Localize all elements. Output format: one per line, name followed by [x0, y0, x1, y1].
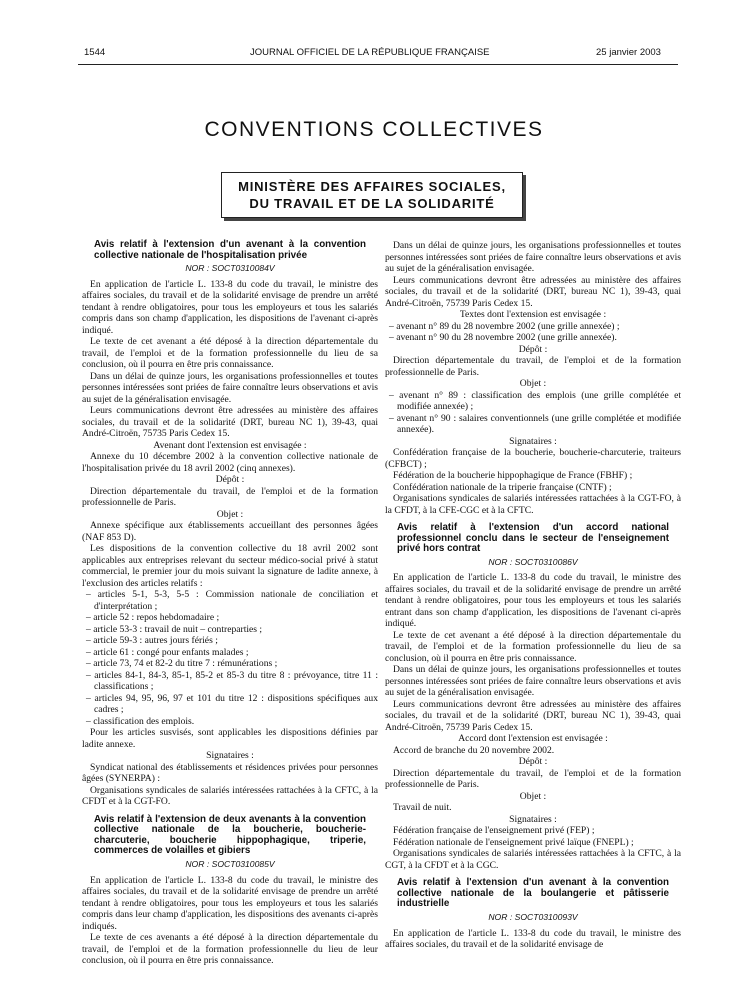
- sub-heading: Signataires :: [509, 435, 557, 447]
- issue-date: 25 janvier 2003: [596, 47, 661, 58]
- list-item: – articles 5-1, 5-3, 5-5 : Commission nationale de conciliation et d'interprétation ;: [86, 589, 378, 612]
- paragraph: Fédération nationale de l'enseignement privé laïque (FNEPL) ;: [393, 836, 634, 848]
- paragraph: Annexe du 10 décembre 2002 à la convention collective nationale de l'hospitalisation privée du 18 avril 2002 (cinq annexes).: [82, 451, 378, 474]
- paragraph: Dans un délai de quinze jours, les organisations professionnelles et toutes personnes intéressées sont priées de faire connaître leurs observations et avis au sujet de la généralisation envisagée.: [385, 664, 681, 699]
- journal-name: JOURNAL OFFICIEL DE LA RÉPUBLIQUE FRANÇAISE: [250, 47, 490, 58]
- nor-reference: NOR : SOCT0310093V: [488, 912, 578, 923]
- paragraph: Leurs communications devront être adressées au ministère des affaires sociales, du travail et de la solidarité (DRT, bureau NC 1), 39-43, quai André-Citroën, 75739 Paris Cedex 15.: [385, 274, 681, 309]
- list-item: – article 52 : repos hebdomadaire ;: [86, 612, 220, 624]
- sub-heading: Objet :: [216, 508, 244, 520]
- header-rule: [78, 64, 678, 65]
- notice-title: Avis relatif à l'extension d'un accord national professionnel conclu dans le secteur de l'enseignement privé hors contrat: [397, 522, 669, 555]
- nor-reference: NOR : SOCT0310084V: [185, 263, 275, 274]
- list-item: – avenant n° 89 : classification des emplois (une grille complétée et modifiée annexée) ;: [389, 389, 681, 412]
- sub-heading: Dépôt :: [518, 756, 548, 768]
- section-title: CONVENTIONS COLLECTIVES: [204, 118, 544, 141]
- paragraph: Accord de branche du 20 novembre 2002.: [393, 744, 555, 756]
- sub-heading: Signataires :: [206, 750, 254, 762]
- paragraph: Le texte de ces avenants a été déposé à la direction départementale du travail, de l'emploi et de la formation professionnelle du lieu de leur conclusion, où il pourra en être pris connaissance.: [82, 932, 378, 967]
- ministry-box: [221, 172, 523, 218]
- list-item: – article 61 : congé pour enfants malades ;: [86, 646, 249, 658]
- sub-heading: Textes dont l'extension est envisagée :: [459, 309, 607, 320]
- paragraph: Direction départementale du travail, de l'emploi et de la formation professionnelle de Paris.: [82, 485, 378, 509]
- paragraph: Travail de nuit.: [393, 802, 452, 814]
- ministry-line-1: MINISTÈRE DES AFFAIRES SOCIALES,: [238, 179, 506, 194]
- sub-heading: Accord dont l'extension est envisagée :: [458, 733, 608, 745]
- paragraph: Dans un délai de quinze jours, les organisations professionnelles et toutes personnes intéressées sont priées de faire connaître leurs observations et avis au sujet de la généralisation envisagée.: [82, 370, 378, 405]
- paragraph: Pour les articles susvisés, sont applicables les dispositions définies par ladite annexe.: [82, 727, 378, 750]
- paragraph: Confédération française de la boucherie, boucherie-charcuterie, traiteurs (CFBCT) ;: [385, 447, 681, 470]
- paragraph: Les dispositions de la convention collective du 18 avril 2002 sont applicables aux entreprises relevant du secteur médico-social privé à statut commercial, le premier jour du mois suivant la signature de ladite annexe, à l'exclusion des articles relatifs :: [82, 543, 378, 589]
- paragraph: Organisations syndicales de salariés intéressées rattachées à la CFTC, à la CFDT et à la CGT-FO.: [82, 784, 378, 808]
- notice-title: Avis relatif à l'extension d'un avenant à la convention collective nationale de la boulangerie et pâtisserie industrielle: [397, 877, 669, 910]
- ministry-line-2: DU TRAVAIL ET DE LA SOLIDARITÉ: [249, 196, 495, 211]
- notice-title: Avis relatif à l'extension de deux avenants à la convention collective nationale de la boucherie, boucherie-charcuterie, boucherie hippophagique, triperie, commerces de volailles et gibiers: [94, 813, 366, 857]
- list-item: – classification des emplois.: [86, 715, 195, 727]
- sub-heading: Avenant dont l'extension est envisagée :: [153, 439, 307, 451]
- page-number: 1544: [84, 47, 106, 58]
- paragraph: Annexe spécifique aux établissements accueillant des personnes âgées (NAF 853 D).: [82, 520, 378, 543]
- sub-heading: Dépôt :: [518, 343, 548, 355]
- paragraph: Confédération nationale de la triperie française (CNTF) ;: [393, 481, 612, 493]
- paragraph: Leurs communications devront être adressées au ministère des affaires sociales, du travail et de la solidarité (DRT, bureau NC 1), 39-43, quai André-Citroën, 75735 Paris Cedex 15.: [82, 405, 378, 440]
- paragraph: En application de l'article L. 133-8 du code du travail, le ministre des affaires sociales, du travail et de la solidarité envisage de prendre un arrêté tendant à rendre obligatoires, pour tous les employeurs et tous les salariés compris dans leur champ d'application, les dispositions des avenants ci-après indiqués.: [82, 874, 378, 932]
- paragraph: Organisations syndicales de salariés intéressées rattachées à la CGT-FO, à la CFDT, à la CFE-CGC et à la CFTC.: [385, 493, 681, 516]
- list-item: – articles 84-1, 84-3, 85-1, 85-2 et 85-3 du titre 8 : prévoyance, titre 11 : classifications ;: [86, 669, 378, 693]
- paragraph: Fédération française de l'enseignement privé (FEP) ;: [393, 825, 595, 837]
- paragraph: Leurs communications devront être adressées au ministère des affaires sociales, du travail et de la solidarité (DRT, bureau NC 1), 39-43, quai André-Citroën, 75739 Paris Cedex 15.: [385, 698, 681, 733]
- page-header: [0, 47, 748, 61]
- paragraph: Le texte de cet avenant a été déposé à la direction départementale du travail, de l'emploi et de la formation professionnelle du lieu de sa conclusion, où il pourra en être pris connaissance.: [82, 336, 378, 371]
- notice-title: Avis relatif à l'extension d'un avenant à la convention collective nationale de l'hospitalisation privée: [94, 239, 366, 261]
- left-column: [82, 240, 378, 967]
- sub-heading: Objet :: [519, 790, 547, 802]
- list-item: – article 59-3 : autres jours fériés ;: [86, 635, 218, 647]
- paragraph: Organisations syndicales de salariés intéressées rattachées à la CFTC, à la CGT, à la CFDT et à la CGC.: [385, 848, 681, 871]
- nor-reference: NOR : SOCT0310085V: [185, 859, 275, 870]
- right-column: [385, 240, 681, 951]
- paragraph: Direction départementale du travail, de l'emploi et de la formation professionnelle de Paris.: [385, 355, 681, 378]
- sub-heading: Signataires :: [509, 813, 557, 825]
- paragraph: Dans un délai de quinze jours, les organisations professionnelles et toutes personnes intéressées sont priées de faire connaître leurs observations et avis au sujet de la généralisation envisagée.: [385, 240, 681, 274]
- paragraph: En application de l'article L. 133-8 du code du travail, le ministre des affaires sociales, du travail et de la solidarité envisage de prendre un arrêté tendant à rendre obligatoires, pour tous les employeurs et tous les salariés entrant dans son champ d'application, les dispositions de l'avenant ci-après indiqué.: [385, 572, 681, 630]
- paragraph: Le texte de cet avenant a été déposé à la direction départementale du travail, de l'emploi et de la formation professionnelle du lieu de sa conclusion, où il pourra en être pris connaissance.: [385, 629, 681, 664]
- list-item: – article 73, 74 et 82-2 du titre 7 : rémunérations ;: [86, 658, 278, 670]
- paragraph: En application de l'article L. 133-8 du code du travail, le ministre des affaires sociales, du travail et de la solidarité envisage de: [385, 927, 681, 951]
- paragraph: Syndicat national des établissements et résidences privées pour personnes âgées (SYNERPA) :: [82, 761, 378, 785]
- list-item: – article 53-3 : travail de nuit – contreparties ;: [86, 623, 263, 635]
- list-item: – articles 94, 95, 96, 97 et 101 du titre 12 : dispositions spécifiques aux cadres ;: [86, 692, 378, 716]
- sub-heading: Dépôt :: [215, 474, 245, 486]
- nor-reference: NOR : SOCT0310086V: [488, 556, 578, 567]
- paragraph: Fédération de la boucherie hippophagique de France (FBHF) ;: [393, 470, 633, 481]
- paragraph: En application de l'article L. 133-8 du code du travail, le ministre des affaires sociales, du travail et de la solidarité envisage de prendre un arrêté tendant à rendre obligatoires, pour tous les employeurs et tous les salariés compris dans son champ d'application, les dispositions de l'avenant ci-après indiqué.: [82, 278, 378, 336]
- list-item: – avenant n° 89 du 28 novembre 2002 (une grille annexée) ;: [389, 320, 620, 332]
- sub-heading: Objet :: [519, 378, 547, 389]
- list-item: – avenant n° 90 : salaires conventionnels (une grille complétée et modifiée annexée).: [389, 412, 681, 435]
- paragraph: Direction départementale du travail, de l'emploi et de la formation professionnelle de Paris.: [385, 767, 681, 791]
- list-item: – avenant n° 90 du 28 novembre 2002 (une grille annexée).: [389, 332, 617, 343]
